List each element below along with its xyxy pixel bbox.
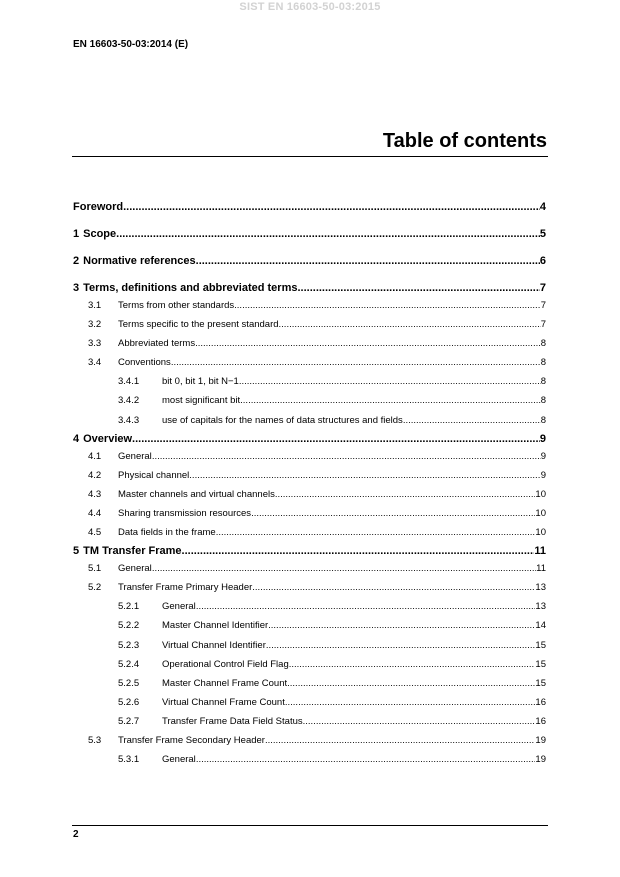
toc-entry[interactable] [73,200,546,215]
toc-entry-title: Normative references [83,255,196,267]
toc-entry-title: General [118,450,152,462]
toc-entry-page: 9 [540,469,546,481]
toc-entry-number: 3.4.2 [118,395,140,407]
toc-entry-number: 2 [73,255,80,267]
toc-leader-dots [196,750,536,769]
toc-entry-title: General [162,601,196,613]
toc-entry-page: 14 [535,620,546,632]
toc-entry-page: 8 [540,376,546,388]
toc-entry-page: 15 [535,658,546,670]
toc-entry-number: 4.1 [88,450,102,462]
toc-leader-dots [285,693,536,712]
toc-entry-page: 5 [539,228,546,240]
toc-leader-dots [216,523,536,542]
toc-entry-title: Transfer Frame Data Field Status [162,715,303,727]
page-number: 2 [73,829,79,840]
footer-divider [72,825,548,826]
toc-entry-number: 5.2 [88,582,102,594]
toc-entry-number: 3 [73,282,80,294]
toc-entry-title: Master Channel Frame Count [162,677,288,689]
toc-entry-page: 9 [539,432,546,445]
toc-entry-number: 4.3 [88,488,102,500]
toc-entry[interactable] [73,674,546,693]
toc-entry-title: Foreword [73,201,124,213]
toc-entry-page: 8 [540,414,546,426]
toc-entry-number: 5.2.7 [118,715,140,727]
toc-entry-number: 1 [73,228,80,240]
toc-entry-page: 15 [535,677,546,689]
toc-entry-title: Operational Control Field Flag [162,658,289,670]
toc-entry[interactable] [73,372,546,391]
toc-entry-number: 5.2.1 [118,601,140,613]
toc-leader-dots [287,674,535,693]
toc-entry[interactable] [73,693,546,712]
toc-entry-title: TM Transfer Frame [83,545,182,558]
toc-leader-dots [289,655,536,674]
toc-leader-dots [132,432,540,447]
toc-entry-page: 6 [539,255,546,267]
toc-leader-dots [116,227,540,242]
toc-entry-title: General [162,754,196,766]
toc-entry-title: Virtual Channel Frame Count [162,696,285,708]
toc-entry-number: 3.3 [88,338,102,350]
toc-entry-page: 11 [536,563,546,575]
toc-leader-dots [303,712,536,731]
toc-entry-title: Data fields in the frame [118,527,216,539]
toc-entry[interactable] [73,636,546,655]
toc-entry-number: 5 [73,545,80,558]
toc-leader-dots [279,315,541,334]
toc-entry-number: 3.4 [88,357,102,369]
toc-entry-number: 3.2 [88,319,102,331]
toc-leader-dots [234,296,541,315]
toc-leader-dots [251,504,535,523]
toc-leader-dots [265,731,535,750]
toc-leader-dots [189,466,540,485]
table-of-contents [73,200,546,769]
toc-leader-dots [152,559,536,578]
toc-entry-number: 3.1 [88,300,102,311]
toc-entry[interactable] [73,466,546,485]
toc-entry-page: 13 [535,582,546,594]
toc-entry[interactable] [73,544,546,559]
toc-entry-page: 10 [535,527,546,539]
toc-entry-number: 5.3.1 [118,754,140,766]
toc-leader-dots [196,597,536,616]
toc-entry[interactable] [73,315,546,334]
toc-entry-title: most significant bit [162,395,241,407]
toc-leader-dots [196,254,540,269]
toc-entry-title: Transfer Frame Primary Header [118,582,253,594]
toc-entry-number: 3.4.3 [118,414,140,426]
toc-entry-title: Scope [83,228,117,240]
toc-entry-title: General [118,563,152,575]
toc-leader-dots [240,391,541,410]
toc-entry[interactable] [73,616,546,635]
toc-entry-number: 5.3 [88,734,102,746]
toc-entry-number: 4 [73,432,80,445]
toc-entry[interactable] [73,411,546,430]
toc-entry-page: 8 [540,357,546,369]
toc-entry-title: Conventions [118,357,171,369]
toc-entry[interactable] [73,254,546,269]
toc-entry[interactable] [73,597,546,616]
toc-entry-page: 4 [539,201,546,213]
toc-entry-title: Terms, definitions and abbreviated terms [83,282,298,294]
toc-entry-number: 3.4.1 [118,376,140,388]
toc-entry[interactable] [73,523,546,542]
toc-entry[interactable] [73,750,546,769]
toc-entry[interactable] [73,559,546,578]
toc-entry-number: 5.2.4 [118,658,140,670]
toc-leader-dots [195,334,541,353]
toc-entry-page: 19 [535,734,546,746]
toc-leader-dots [275,485,536,504]
toc-entry-page: 16 [535,696,546,708]
toc-leader-dots [152,447,541,466]
toc-entry-title: Virtual Channel Identifier [162,639,266,651]
toc-entry[interactable] [73,712,546,731]
toc-leader-dots [266,636,536,655]
toc-entry-number: 5.2.2 [118,620,140,632]
toc-entry-page: 10 [535,507,546,519]
toc-entry-number: 4.2 [88,469,102,481]
toc-entry-number: 5.2.5 [118,677,140,689]
toc-leader-dots [239,372,541,391]
toc-leader-dots [252,578,535,597]
toc-leader-dots [403,411,541,430]
toc-entry-page: 9 [540,450,546,462]
toc-entry-page: 11 [534,545,546,558]
toc-entry-title: Physical channel [118,469,190,481]
toc-entry[interactable] [73,578,546,597]
toc-entry-page: 8 [540,395,546,407]
toc-entry[interactable] [73,296,546,315]
toc-entry[interactable] [73,504,546,523]
toc-entry-title: Sharing transmission resources [118,507,252,519]
toc-entry-page: 16 [535,715,546,727]
toc-entry[interactable] [73,485,546,504]
toc-leader-dots [268,616,535,635]
toc-entry-page: 10 [535,488,546,500]
toc-entry-number: 5.2.3 [118,639,140,651]
toc-entry-title: Terms specific to the present standard [118,319,279,331]
toc-entry-title: Overview [83,432,133,445]
toc-entry-title: use of capitals for the names of data structures and fields [162,414,403,426]
toc-leader-dots [297,281,539,296]
toc-leader-dots [171,353,541,372]
toc-entry[interactable] [73,353,546,372]
page-title: Table of contents [382,130,547,152]
toc-entry[interactable] [73,391,546,410]
toc-entry-page: 7 [539,282,546,294]
toc-entry-title: Master channels and virtual channels [118,488,275,500]
toc-entry-page: 7 [540,319,546,331]
toc-entry[interactable] [73,731,546,750]
toc-entry-number: 5.1 [88,563,102,575]
toc-entry-number: 4.4 [88,507,102,519]
watermark: SIST EN 16603-50-03:2015 [239,1,381,13]
title-divider [72,156,548,157]
toc-entry-page: 15 [535,639,546,651]
toc-entry[interactable] [73,655,546,674]
toc-entry-page: 19 [535,754,546,766]
toc-entry-number: 5.2.6 [118,696,140,708]
toc-entry-title: Abbreviated terms [118,338,196,350]
toc-entry-number: 4.5 [88,527,102,539]
toc-entry[interactable] [73,281,546,296]
toc-entry-title: Master Channel Identifier [162,620,269,632]
document-id: EN 16603-50-03:2014 (E) [73,39,189,50]
toc-entry-title: Transfer Frame Secondary Header [118,734,265,746]
toc-entry[interactable] [73,432,546,447]
toc-entry-title: bit 0, bit 1, bit N−1 [162,376,239,388]
toc-leader-dots [123,200,540,215]
toc-entry[interactable] [73,334,546,353]
toc-entry-page: 13 [535,601,546,613]
toc-entry-page: 8 [540,338,546,350]
toc-entry[interactable] [73,227,546,242]
toc-entry-page: 7 [540,300,546,311]
toc-leader-dots [182,544,535,559]
toc-entry-title: Terms from other standards [118,300,235,311]
toc-entry[interactable] [73,447,546,466]
